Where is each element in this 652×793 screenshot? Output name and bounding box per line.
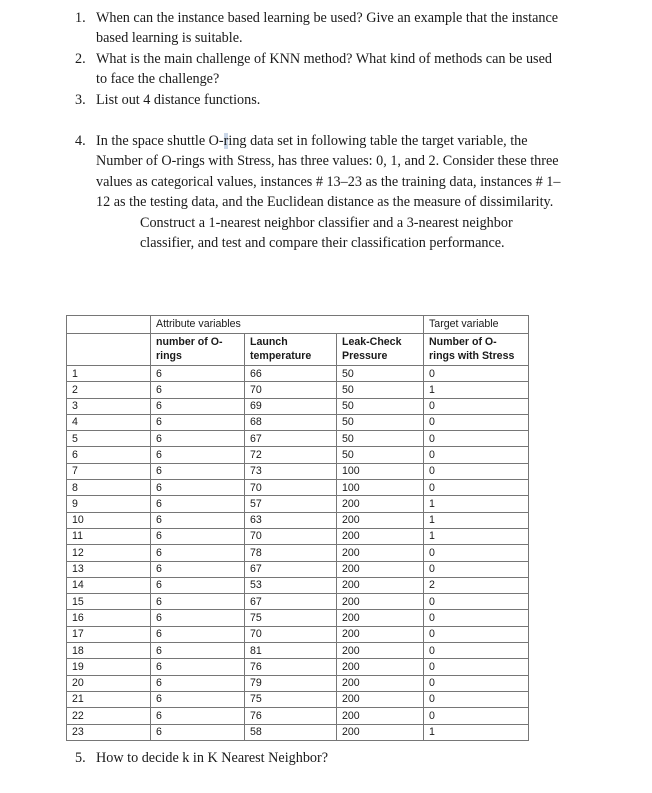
- cell-leak-check-pressure: 50: [337, 447, 424, 463]
- cell-index: 6: [67, 447, 151, 463]
- oring-data-table: [66, 315, 529, 741]
- cell-number-of-orings: 6: [151, 643, 245, 659]
- cell-leak-check-pressure: 200: [337, 724, 424, 740]
- cell-orings-with-stress: 1: [424, 528, 529, 544]
- question-4-text-before: In the space shuttle O-: [96, 133, 224, 150]
- cell-index: 4: [67, 414, 151, 430]
- cell-leak-check-pressure: 200: [337, 708, 424, 724]
- column-header-launch-temperature-line1: Launch: [250, 336, 288, 348]
- cell-leak-check-pressure: 50: [337, 382, 424, 398]
- question-number-4: 4.: [75, 133, 86, 150]
- cell-number-of-orings: 6: [151, 724, 245, 740]
- cell-orings-with-stress: 1: [424, 382, 529, 398]
- question-4-text-after: ing data set in following table the target variable, the Number of O-rings with Stress, has three values: 0, 1, and 2. Consider these three values as categorical values, instances # 13–23 as the training data, instances # 1–12 as the testing data, and the Euclidean distance as the measure of dissimilarity.: [96, 133, 561, 211]
- cell-leak-check-pressure: 200: [337, 691, 424, 707]
- column-header-index: [67, 334, 151, 366]
- question-text-5: How to decide k in K Nearest Neighbor?: [96, 750, 329, 766]
- question-item-3: [66, 90, 566, 110]
- cell-index: 11: [67, 528, 151, 544]
- cell-launch-temperature: 66: [245, 366, 337, 382]
- cell-index: 14: [67, 577, 151, 593]
- cell-index: 3: [67, 398, 151, 414]
- cell-launch-temperature: 72: [245, 447, 337, 463]
- question-list-trailing: [66, 748, 566, 768]
- cell-orings-with-stress: 1: [424, 724, 529, 740]
- cell-orings-with-stress: 0: [424, 708, 529, 724]
- cell-launch-temperature: 70: [245, 626, 337, 642]
- cell-leak-check-pressure: 200: [337, 512, 424, 528]
- column-header-orings-with-stress: [424, 334, 529, 366]
- table-column-header-row: [67, 334, 529, 366]
- cell-number-of-orings: 6: [151, 577, 245, 593]
- cell-number-of-orings: 6: [151, 496, 245, 512]
- question-item-4: [66, 131, 566, 213]
- cell-index: 19: [67, 659, 151, 675]
- cell-orings-with-stress: 0: [424, 545, 529, 561]
- question-item-2: [66, 49, 566, 90]
- table-row: [67, 691, 529, 707]
- cell-index: 15: [67, 594, 151, 610]
- table-row: [67, 545, 529, 561]
- cell-launch-temperature: 70: [245, 480, 337, 496]
- cell-orings-with-stress: 2: [424, 577, 529, 593]
- table-row: [67, 382, 529, 398]
- cell-launch-temperature: 63: [245, 512, 337, 528]
- cell-orings-with-stress: 0: [424, 594, 529, 610]
- cell-leak-check-pressure: 50: [337, 431, 424, 447]
- cell-orings-with-stress: 1: [424, 496, 529, 512]
- table-row: [67, 724, 529, 740]
- cell-leak-check-pressure: 200: [337, 626, 424, 642]
- cell-orings-with-stress: 0: [424, 398, 529, 414]
- cell-number-of-orings: 6: [151, 561, 245, 577]
- cell-index: 8: [67, 480, 151, 496]
- table-row: [67, 708, 529, 724]
- question-number-3: 3.: [75, 91, 86, 108]
- column-header-orings-with-stress-line2: rings with Stress: [429, 350, 515, 363]
- cell-orings-with-stress: 0: [424, 431, 529, 447]
- cell-orings-with-stress: 0: [424, 675, 529, 691]
- cell-leak-check-pressure: 200: [337, 496, 424, 512]
- group-header-index-blank: [67, 316, 151, 334]
- question-item-5: [66, 748, 566, 768]
- cell-launch-temperature: 67: [245, 561, 337, 577]
- column-header-launch-temperature-line2: temperature: [250, 350, 312, 363]
- cell-index: 5: [67, 431, 151, 447]
- question-text-1: When can the instance based learning be used? Give an example that the instance based learning is suitable.: [96, 10, 559, 47]
- cell-orings-with-stress: 0: [424, 626, 529, 642]
- cell-launch-temperature: 67: [245, 594, 337, 610]
- column-header-number-of-orings-line2: rings: [156, 350, 182, 363]
- cell-index: 20: [67, 675, 151, 691]
- cell-index: 7: [67, 463, 151, 479]
- cell-leak-check-pressure: 200: [337, 561, 424, 577]
- question-number-1: 1.: [75, 10, 86, 26]
- cell-leak-check-pressure: 100: [337, 463, 424, 479]
- cell-launch-temperature: 69: [245, 398, 337, 414]
- cell-leak-check-pressure: 50: [337, 414, 424, 430]
- cell-leak-check-pressure: 200: [337, 545, 424, 561]
- cell-orings-with-stress: 0: [424, 414, 529, 430]
- column-header-leak-check-pressure-line2: Pressure: [342, 350, 388, 363]
- question-item-1: [66, 8, 566, 49]
- cell-number-of-orings: 6: [151, 528, 245, 544]
- cell-launch-temperature: 79: [245, 675, 337, 691]
- question-text-4: [96, 131, 566, 213]
- cell-number-of-orings: 6: [151, 463, 245, 479]
- cell-leak-check-pressure: 200: [337, 643, 424, 659]
- cell-launch-temperature: 70: [245, 528, 337, 544]
- cell-index: 9: [67, 496, 151, 512]
- cell-launch-temperature: 70: [245, 382, 337, 398]
- table-row: [67, 626, 529, 642]
- cell-number-of-orings: 6: [151, 431, 245, 447]
- table-row: [67, 675, 529, 691]
- cell-number-of-orings: 6: [151, 398, 245, 414]
- paragraph-spacer: [66, 110, 566, 131]
- cell-launch-temperature: 58: [245, 724, 337, 740]
- cell-index: 23: [67, 724, 151, 740]
- cell-number-of-orings: 6: [151, 708, 245, 724]
- question-4-subparagraph: Construct a 1-nearest neighbor classifier and a 3-nearest neighbor classifier, and test and compare their classification performance.: [140, 214, 513, 252]
- table-row: [67, 447, 529, 463]
- cell-leak-check-pressure: 200: [337, 577, 424, 593]
- table-row: [67, 480, 529, 496]
- cell-orings-with-stress: 0: [424, 643, 529, 659]
- cell-leak-check-pressure: 200: [337, 528, 424, 544]
- table-body: [67, 366, 529, 741]
- table-row: [67, 528, 529, 544]
- cell-index: 18: [67, 643, 151, 659]
- question-text-2: What is the main challenge of KNN method? What kind of methods can be used to face the challenge?: [96, 50, 552, 88]
- cell-orings-with-stress: 0: [424, 610, 529, 626]
- question-text-3: List out 4 distance functions.: [96, 91, 261, 108]
- table-row: [67, 366, 529, 382]
- cell-index: 1: [67, 366, 151, 382]
- table-row: [67, 398, 529, 414]
- table-row: [67, 577, 529, 593]
- cell-number-of-orings: 6: [151, 659, 245, 675]
- cell-orings-with-stress: 0: [424, 463, 529, 479]
- cell-index: 17: [67, 626, 151, 642]
- cell-number-of-orings: 6: [151, 691, 245, 707]
- cell-orings-with-stress: 0: [424, 691, 529, 707]
- cell-launch-temperature: 76: [245, 659, 337, 675]
- table-row: [67, 431, 529, 447]
- cell-leak-check-pressure: 200: [337, 675, 424, 691]
- cell-number-of-orings: 6: [151, 675, 245, 691]
- cell-launch-temperature: 73: [245, 463, 337, 479]
- cell-index: 22: [67, 708, 151, 724]
- cell-index: 2: [67, 382, 151, 398]
- cell-launch-temperature: 53: [245, 577, 337, 593]
- cell-index: 12: [67, 545, 151, 561]
- table-row: [67, 496, 529, 512]
- cell-orings-with-stress: 0: [424, 659, 529, 675]
- cell-leak-check-pressure: 50: [337, 366, 424, 382]
- cell-leak-check-pressure: 200: [337, 659, 424, 675]
- table-row: [67, 561, 529, 577]
- cell-launch-temperature: 76: [245, 708, 337, 724]
- cell-leak-check-pressure: 200: [337, 610, 424, 626]
- cell-leak-check-pressure: 100: [337, 480, 424, 496]
- cell-launch-temperature: 68: [245, 414, 337, 430]
- cell-number-of-orings: 6: [151, 480, 245, 496]
- cell-number-of-orings: 6: [151, 366, 245, 382]
- cell-index: 13: [67, 561, 151, 577]
- column-header-number-of-orings-line1: number of O-: [156, 336, 223, 348]
- question-4-highlighted-fragment: r: [223, 133, 229, 150]
- table-row: [67, 512, 529, 528]
- cell-launch-temperature: 78: [245, 545, 337, 561]
- cell-number-of-orings: 6: [151, 512, 245, 528]
- cell-leak-check-pressure: 200: [337, 594, 424, 610]
- cell-index: 16: [67, 610, 151, 626]
- cell-index: 10: [67, 512, 151, 528]
- cell-launch-temperature: 57: [245, 496, 337, 512]
- column-header-leak-check-pressure: [337, 334, 424, 366]
- cell-number-of-orings: 6: [151, 382, 245, 398]
- column-header-number-of-orings: [151, 334, 245, 366]
- cell-index: 21: [67, 691, 151, 707]
- cell-number-of-orings: 6: [151, 414, 245, 430]
- question-number-5: 5.: [75, 750, 86, 766]
- table-header: [67, 316, 529, 366]
- cell-orings-with-stress: 0: [424, 366, 529, 382]
- cell-orings-with-stress: 0: [424, 480, 529, 496]
- cell-orings-with-stress: 0: [424, 561, 529, 577]
- cell-number-of-orings: 6: [151, 594, 245, 610]
- cell-orings-with-stress: 1: [424, 512, 529, 528]
- column-header-leak-check-pressure-line1: Leak-Check: [342, 336, 402, 348]
- table-row: [67, 643, 529, 659]
- table-row: [67, 594, 529, 610]
- table-row: [67, 610, 529, 626]
- column-header-launch-temperature: [245, 334, 337, 366]
- table-row: [67, 659, 529, 675]
- group-header-attribute-variables: Attribute variables: [151, 316, 424, 334]
- cell-number-of-orings: 6: [151, 447, 245, 463]
- question-list: [66, 8, 566, 253]
- cell-launch-temperature: 75: [245, 691, 337, 707]
- column-header-orings-with-stress-line1: Number of O-: [429, 336, 497, 348]
- cell-number-of-orings: 6: [151, 626, 245, 642]
- cell-number-of-orings: 6: [151, 610, 245, 626]
- cell-launch-temperature: 67: [245, 431, 337, 447]
- cell-leak-check-pressure: 50: [337, 398, 424, 414]
- table-group-header-row: [67, 316, 529, 334]
- cell-number-of-orings: 6: [151, 545, 245, 561]
- cell-launch-temperature: 75: [245, 610, 337, 626]
- question-number-2: 2.: [75, 50, 86, 67]
- cell-launch-temperature: 81: [245, 643, 337, 659]
- table-row: [67, 414, 529, 430]
- cell-orings-with-stress: 0: [424, 447, 529, 463]
- table-row: [67, 463, 529, 479]
- group-header-target-variable: Target variable: [424, 316, 529, 334]
